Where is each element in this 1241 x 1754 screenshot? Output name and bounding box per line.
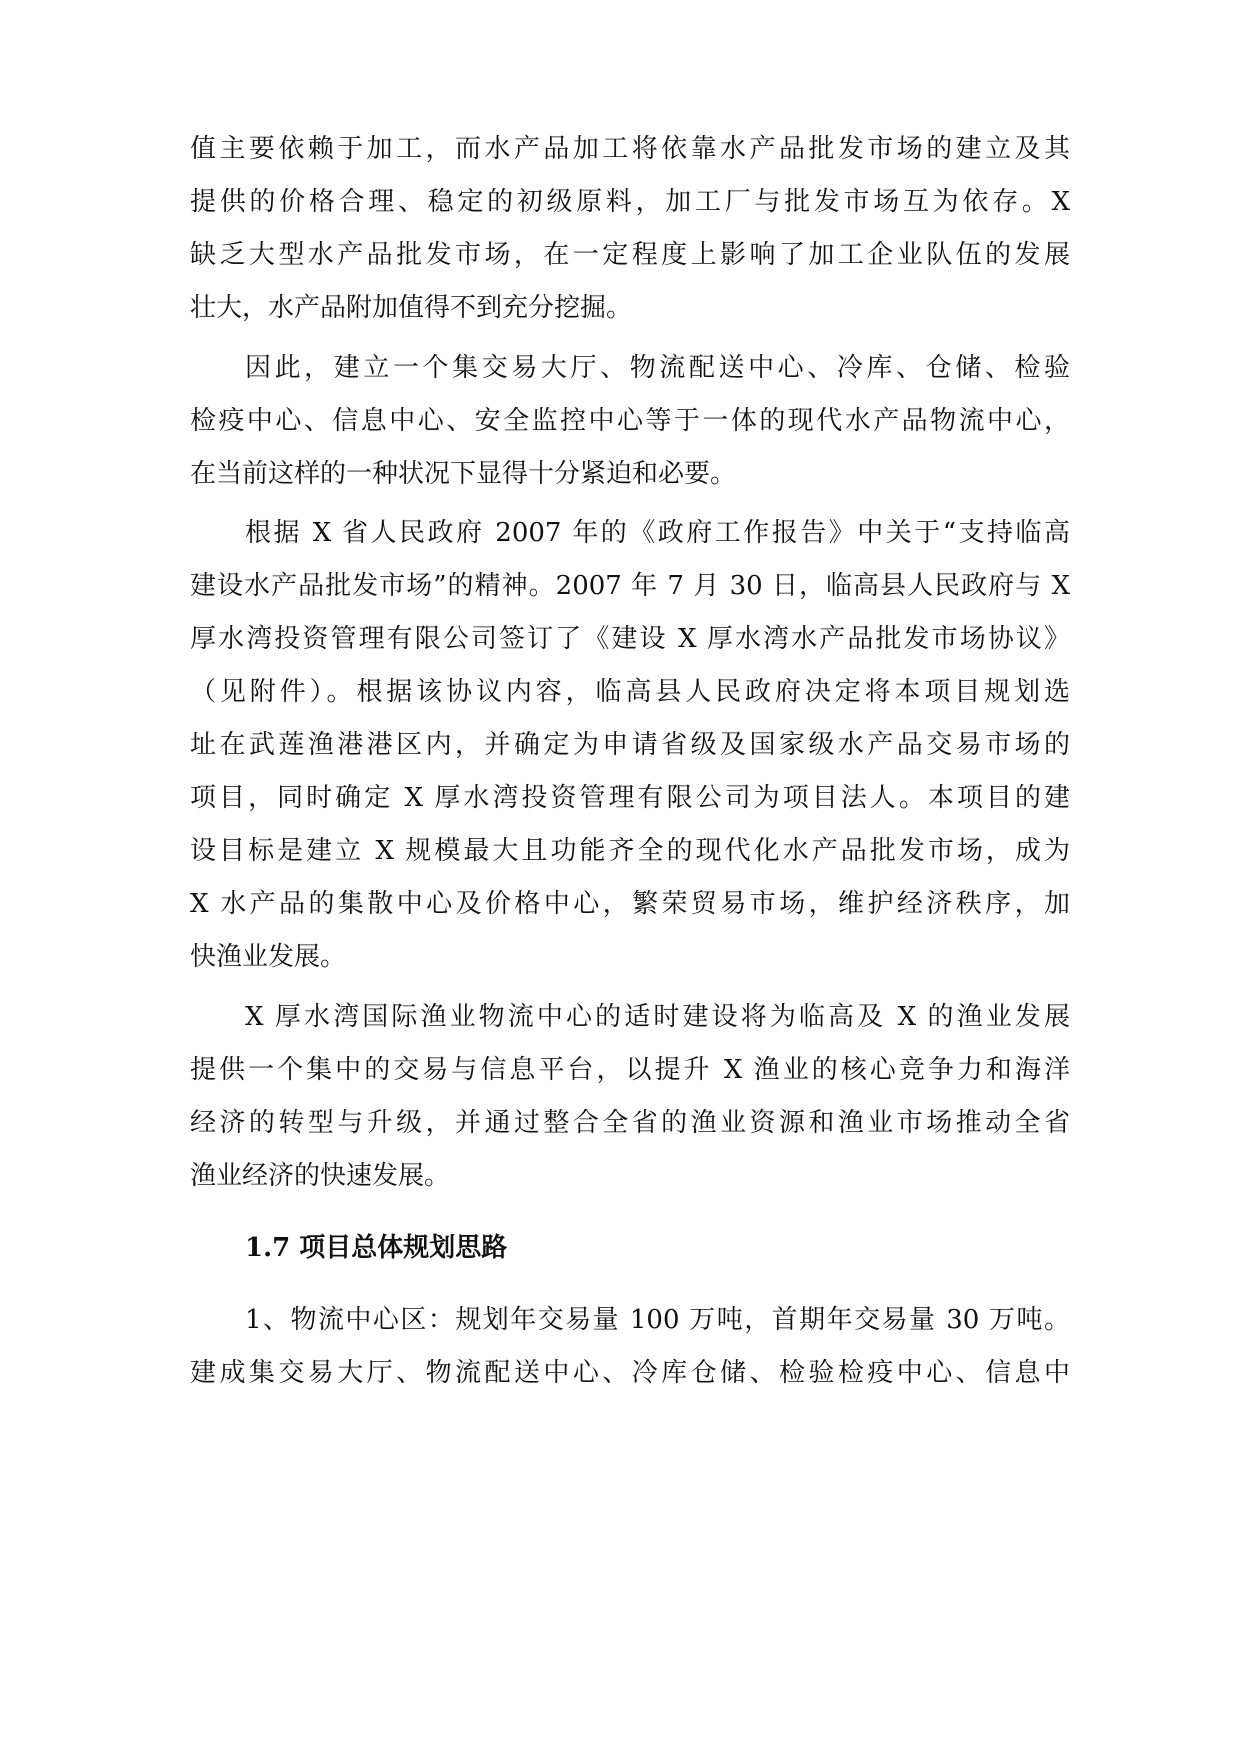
text-line: 值主要依赖于加工，而水产品加工将依靠水产品批发市场的建立及其 xyxy=(190,134,1070,164)
text-line: 提供的价格合理、稳定的初级原料，加工厂与批发市场互为依存。X xyxy=(190,187,1070,217)
text-line: X 厚水湾国际渔业物流中心的适时建设将为临高及 X 的渔业发展 xyxy=(245,1002,1070,1032)
text-line: 1、物流中心区：规划年交易量 100 万吨，首期年交易量 30 万吨。 xyxy=(245,1305,1070,1335)
text-line: 项目，同时确定 X 厚水湾投资管理有限公司为项目法人。本项目的建 xyxy=(190,783,1070,813)
text-line: 建设水产品批发市场”的精神。2007 年 7 月 30 日，临高县人民政府与 X xyxy=(190,571,1070,601)
text-line: 设目标是建立 X 规模最大且功能齐全的现代化水产品批发市场，成为 xyxy=(190,836,1070,866)
text-line: 经济的转型与升级，并通过整合全省的渔业资源和渔业市场推动全省 xyxy=(190,1108,1070,1138)
text-line: 建成集交易大厅、物流配送中心、冷库仓储、检验检疫中心、信息中 xyxy=(190,1358,1070,1388)
text-line: 根据 X 省人民政府 2007 年的《政府工作报告》中关于“支持临高 xyxy=(245,518,1070,548)
text-line: 因此，建立一个集交易大厅、物流配送中心、冷库、仓储、检验 xyxy=(245,353,1070,383)
text-line: 检疫中心、信息中心、安全监控中心等于一体的现代水产品物流中心， xyxy=(190,406,1070,436)
section-heading: 1.7 项目总体规划思路 xyxy=(245,1233,508,1263)
text-line: 提供一个集中的交易与信息平台，以提升 X 渔业的核心竞争力和海洋 xyxy=(190,1055,1070,1085)
text-line: X 水产品的集散中心及价格中心，繁荣贸易市场，维护经济秩序，加 xyxy=(190,889,1070,919)
text-line: 缺乏大型水产品批发市场，在一定程度上影响了加工企业队伍的发展 xyxy=(190,240,1070,270)
text-line: 壮大，水产品附加值得不到充分挖掘。 xyxy=(190,293,633,323)
text-line: 厚水湾投资管理有限公司签订了《建设 X 厚水湾水产品批发市场协议》 xyxy=(190,624,1070,654)
text-line: （见附件）。根据该协议内容，临高县人民政府决定将本项目规划选 xyxy=(190,677,1070,707)
text-line: 在当前这样的一种状况下显得十分紧迫和必要。 xyxy=(190,459,737,489)
text-line: 渔业经济的快速发展。 xyxy=(190,1161,451,1191)
text-line: 址在武莲渔港港区内，并确定为申请省级及国家级水产品交易市场的 xyxy=(190,730,1070,760)
text-line: 快渔业发展。 xyxy=(190,942,347,972)
